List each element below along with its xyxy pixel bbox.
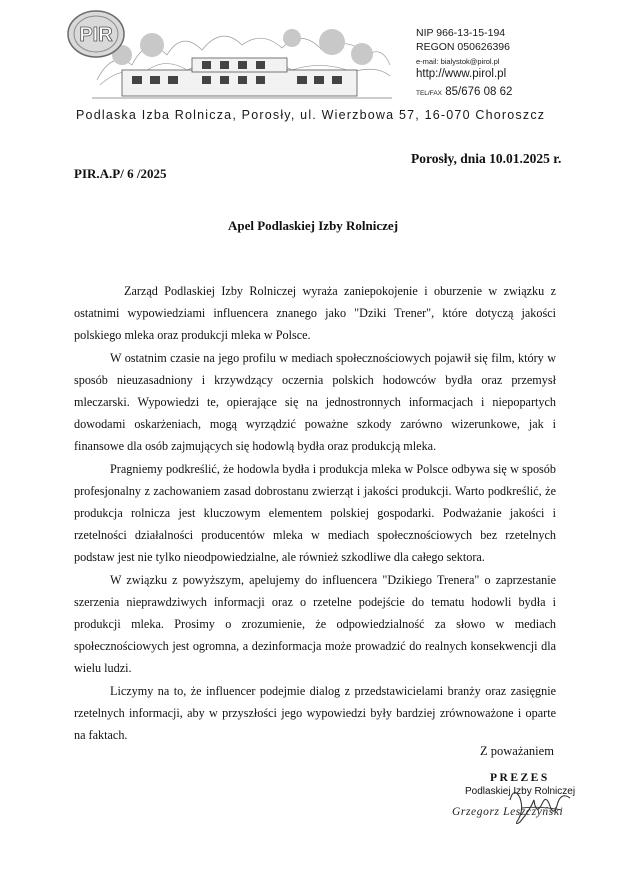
email: e-mail: bialystok@pirol.pl <box>416 57 500 66</box>
reference-number: PIR.A.P/ 6 /2025 <box>74 166 167 181</box>
letter-body <box>74 280 556 746</box>
closing: Z poważaniem <box>480 744 554 758</box>
regon: REGON 050626396 <box>416 41 510 53</box>
letterhead <box>0 0 626 130</box>
paragraph: W związku z powyższym, apelujemy do influencera "Dzikiego Trenera" o zaprzestanie szerzenia nieprawdziwych informacji oraz o rzetelne podejście do tematu hodowli bydła i produkcji mleka. Prosimy o zrozumienie, że odpowiedzialność za słowo w mediach społecznościowych jest ogromna, a dezinformacja może prowadzić do realnych konsekwencji dla wielu ludzi. <box>74 572 556 676</box>
signature-block <box>440 770 600 830</box>
address: Podlaska Izba Rolnicza, Porosły, ul. Wierzbowa 57, 16-070 Choroszcz <box>76 108 546 122</box>
signature-role: PREZES <box>490 772 550 784</box>
logo-text: PIR <box>79 24 113 46</box>
handwritten-signature <box>500 780 580 828</box>
pir-logo <box>66 8 126 60</box>
place-date: Porosły, dnia 10.01.2025 r. <box>411 151 562 166</box>
paragraph: Pragniemy podkreślić, że hodowla bydła i produkcja mleka w Polsce odbywa się w sposób profesjonalny z zachowaniem zasad dobrostanu zwierząt i jakości produkcji. Warto podkreślić, że produkcja rolnicza jest kluczowym elementem polskiej gospodarki. Podważanie jakości i rzetelności działalności producentów mleka w mediach społecznościowych bez rzetelnych podstaw jest nie tylko nieodpowiedzialne, ale również szkodliwe dla całego sektora. <box>74 461 556 565</box>
signature-organization: Podlaskiej Izby Rolniczej <box>465 786 576 797</box>
paragraph: Zarząd Podlaskiej Izby Rolniczej wyraża zaniepokojenie i oburzenie w związku z ostatnimi wypowiedziami influencera znanego jako "Dziki Trener", które dotyczą jakości polskiego mleka oraz produkcji mleka w Polsce. <box>74 284 556 343</box>
building-illustration <box>92 10 392 102</box>
tel-label: TEL/FAX <box>416 90 443 97</box>
telephone <box>416 83 512 97</box>
paragraph: W ostatnim czasie na jego profilu w mediach społecznościowych pojawił się film, który w sposób nieuzasadniony i krzywdzący oczernia polskich hodowców bydła oraz przemysł mleczarski. Wypowiedzi te, opierające się na jednostronnych informacjach i niepopartych dowodami oskarżeniach, mogą wyrządzić poważne szkody zarówno wizerunkowe, jak i finansowe dla osób zajmujących się hodowlą bydła oraz produkcją mleka. <box>74 350 556 454</box>
website: http://www.pirol.pl <box>416 68 507 80</box>
paragraph: Liczymy na to, że influencer podejmie dialog z przedstawicielami branży oraz zasięgnie rzetelnych informacji, aby w przyszłości jego wypowiedzi były bardziej zrównoważone i oparte na faktach. <box>74 683 556 743</box>
document-title: Apel Podlaskiej Izby Rolniczej <box>227 218 399 233</box>
tel-value: 85/676 08 62 <box>442 86 513 98</box>
nip: NIP 966-13-15-194 <box>416 27 506 39</box>
signature-name: Grzegorz Leszczyński <box>452 806 564 818</box>
contact-info <box>416 28 512 97</box>
